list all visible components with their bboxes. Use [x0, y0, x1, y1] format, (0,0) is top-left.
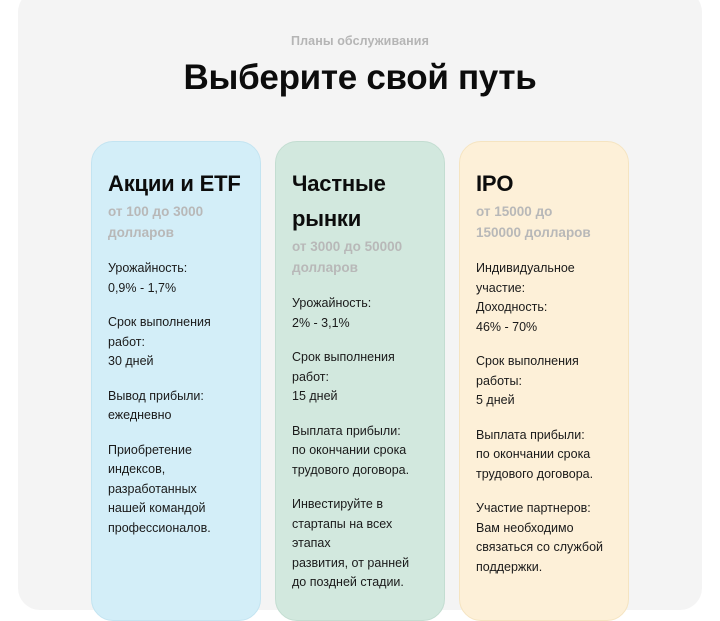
description-line: Вам необходимо: [476, 520, 574, 535]
description-line: разработанных: [108, 481, 197, 496]
plan-term: [476, 352, 616, 411]
description-line: Участие партнеров:: [476, 501, 591, 515]
plan-payout: [292, 422, 432, 481]
yield-value: 0,9% - 1,7%: [108, 280, 177, 295]
plan-description: [292, 495, 432, 593]
price-line: от 15000 до: [476, 204, 553, 219]
yield-value: 46% - 70%: [476, 319, 538, 334]
title-line: рынки: [292, 206, 362, 231]
term-label: работы:: [476, 373, 522, 388]
payout-value: ежедневно: [108, 408, 172, 422]
participation-label: участие:: [476, 280, 526, 295]
description-line: профессионалов.: [108, 520, 211, 535]
plan-card-ipo[interactable]: [459, 141, 629, 621]
plan-card-private-markets[interactable]: [275, 141, 445, 621]
term-label: Срок выполнения: [476, 354, 579, 368]
plan-yield: [476, 259, 616, 337]
term-label: Срок выполнения: [292, 350, 395, 364]
description-line: нашей командой: [108, 501, 206, 515]
plan-title: Акции и ETF: [108, 171, 241, 196]
plan-payout: [108, 387, 248, 426]
plan-title: IPO: [476, 171, 514, 196]
payout-value: трудового договора.: [476, 466, 594, 481]
plan-description: [108, 441, 248, 539]
price-line: от 3000 до 50000: [292, 239, 403, 254]
plan-price: [108, 201, 248, 243]
payout-value: по окончании срока: [476, 447, 591, 461]
term-value: 30 дней: [108, 354, 154, 368]
plan-title: [292, 166, 432, 236]
description-line: до поздней стадии.: [292, 575, 404, 589]
term-label: работ:: [292, 369, 329, 384]
price-line: от 100 до 3000: [108, 204, 204, 219]
description-line: индексов,: [108, 462, 166, 476]
yield-label: Урожайность:: [292, 296, 372, 310]
term-label: Срок выполнения: [108, 315, 211, 329]
payout-value: трудового договора.: [292, 462, 410, 477]
description-line: развития, от ранней: [292, 555, 410, 570]
plan-payout: [476, 426, 616, 485]
description-line: связаться со службой: [476, 540, 604, 554]
plan-card-stocks-etf[interactable]: [91, 141, 261, 621]
title-line: Частные: [292, 171, 386, 196]
description-line: Инвестируйте в: [292, 497, 383, 511]
section-eyebrow: Планы обслуживания: [291, 34, 429, 48]
payout-label: Выплата прибыли:: [476, 427, 585, 442]
plan-description: [476, 499, 616, 577]
price-line: долларов: [108, 225, 174, 240]
yield-value: 2% - 3,1%: [292, 315, 350, 330]
plan-yield: [292, 294, 432, 333]
payout-label: Вывод прибыли:: [108, 388, 204, 403]
price-line: 150000 долларов: [476, 225, 591, 240]
plan-term: [292, 348, 432, 407]
payout-value: по окончании срока: [292, 443, 407, 457]
plan-price: [476, 201, 616, 243]
description-line: поддержки.: [476, 559, 543, 574]
term-label: работ:: [108, 334, 145, 349]
plan-price: [292, 236, 432, 278]
yield-label: Доходность:: [476, 300, 548, 314]
description-line: Приобретение: [108, 442, 192, 457]
term-value: 15 дней: [292, 389, 338, 403]
price-line: долларов: [292, 260, 358, 275]
description-line: стартапы на всех: [292, 516, 393, 531]
page-title: Выберите свой путь: [183, 58, 537, 97]
yield-label: Урожайность:: [108, 261, 188, 275]
plan-yield: [108, 259, 248, 298]
payout-label: Выплата прибыли:: [292, 423, 401, 438]
plan-term: [108, 313, 248, 372]
description-line: этапах: [292, 536, 331, 550]
participation-label: Индивидуальное: [476, 261, 575, 275]
term-value: 5 дней: [476, 393, 515, 407]
